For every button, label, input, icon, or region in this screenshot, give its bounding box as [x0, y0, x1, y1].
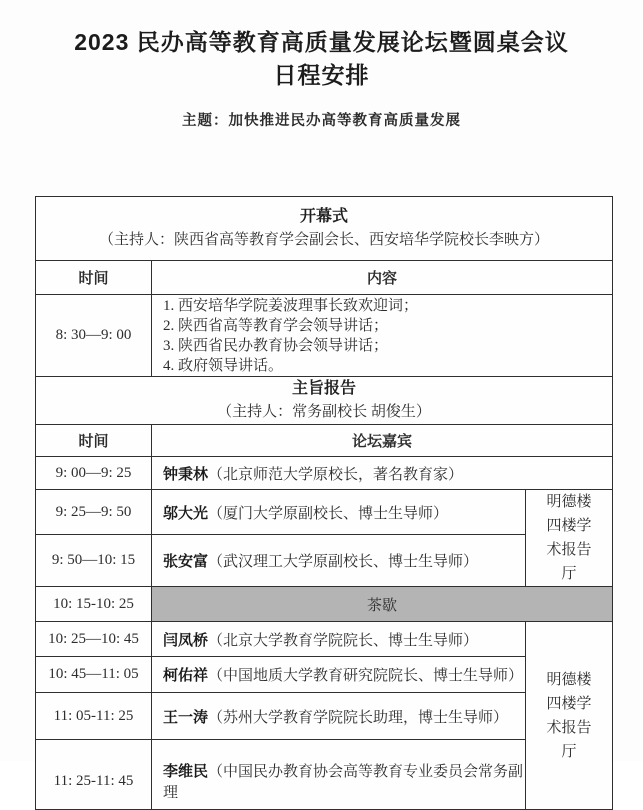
guest-desc: （北京师范大学原校长，著名教育家） — [208, 466, 464, 483]
guest-cell — [152, 457, 613, 490]
venue-label: 明德楼四楼学术报告厅 — [546, 671, 592, 760]
document-header — [0, 0, 643, 130]
agenda-item-3: 3. 陕西省民办教育协会领导讲话； — [163, 337, 389, 354]
guest-desc: （苏州大学教育学院院长助理，博士生导师） — [208, 709, 509, 726]
guest-cell — [152, 693, 526, 740]
guest-cell — [152, 535, 526, 587]
guest-desc: （北京大学教育学院院长、博士生导师） — [208, 632, 479, 649]
guest-name: 李维民 — [163, 763, 209, 780]
guest-cell — [152, 657, 526, 693]
guest-row — [36, 457, 613, 490]
time-cell: 9: 25—9: 50 — [36, 490, 152, 535]
guest-name: 张安富 — [163, 553, 209, 571]
venue-label: 明德楼四楼学术报告厅 — [546, 494, 592, 582]
keynote-section-title: 主旨报告 — [292, 380, 357, 397]
opening-agenda-cell — [152, 295, 613, 377]
col-header-content: 内容 — [152, 261, 613, 295]
keynote-section-cell — [36, 377, 613, 425]
time-cell: 11: 05-11: 25 — [36, 693, 152, 740]
guest-row — [36, 490, 613, 535]
opening-agenda-row — [36, 295, 613, 377]
tea-break-cell: 茶歇 — [152, 587, 613, 622]
opening-section-row — [36, 197, 613, 261]
col-header-time-2: 时间 — [36, 425, 152, 457]
time-cell-tea: 10: 15-10: 25 — [36, 587, 152, 622]
guest-desc: （武汉理工大学原副校长、博士生导师） — [208, 554, 479, 571]
column-header-row-2 — [36, 425, 613, 457]
opening-section-title: 开幕式 — [300, 208, 349, 225]
guest-cell — [152, 490, 526, 535]
column-header-row-1 — [36, 261, 613, 295]
time-cell: 11: 25-11: 45 — [36, 740, 152, 810]
page-title-line2: 日程安排 — [273, 62, 370, 88]
time-cell: 10: 25—10: 45 — [36, 622, 152, 657]
guest-desc: （中国民办教育协会高等教育专业委员会常务副理 — [163, 764, 524, 801]
agenda-item-4: 4. 政府领导讲话。 — [163, 357, 284, 374]
opening-section-host: （主持人：陕西省高等教育学会副会长、西安培华学院校长李映方） — [99, 232, 550, 248]
tea-break-row — [36, 587, 613, 622]
time-cell: 9: 50—10: 15 — [36, 535, 152, 587]
time-cell: 9: 00—9: 25 — [36, 457, 152, 490]
keynote-section-host: （主持人：常务副校长 胡俊生） — [217, 404, 431, 420]
guest-name: 邬大光 — [163, 504, 209, 522]
guest-cell — [152, 740, 526, 810]
guest-desc: （中国地质大学教育研究院院长、博士生导师） — [208, 668, 524, 684]
guest-name: 柯佑祥 — [163, 667, 209, 684]
col-header-guests: 论坛嘉宾 — [152, 425, 613, 457]
venue-cell-late-morning — [526, 622, 613, 810]
guest-name: 王一涛 — [163, 708, 209, 726]
col-header-time-1: 时间 — [36, 261, 152, 295]
venue-cell-morning — [526, 490, 613, 587]
agenda-item-1: 1. 西安培华学院姜波理事长致欢迎词； — [163, 297, 419, 314]
schedule-table — [35, 196, 613, 810]
guest-name: 钟秉林 — [163, 465, 209, 483]
page-title-line1: 2023 民办高等教育高质量发展论坛暨圆桌会议 — [74, 29, 569, 55]
document-subject: 主题：加快推进民办高等教育高质量发展 — [182, 113, 461, 129]
keynote-section-row — [36, 377, 613, 425]
opening-section-cell — [36, 197, 613, 261]
guest-name: 闫凤桥 — [163, 631, 209, 649]
guest-row — [36, 622, 613, 657]
time-cell: 10: 45—11: 05 — [36, 657, 152, 693]
agenda-item-2: 2. 陕西省高等教育学会领导讲话； — [163, 317, 389, 334]
guest-cell — [152, 622, 526, 657]
guest-desc: （厦门大学原副校长、博士生导师） — [208, 505, 449, 522]
time-cell-opening: 8: 30—9: 00 — [36, 295, 152, 377]
